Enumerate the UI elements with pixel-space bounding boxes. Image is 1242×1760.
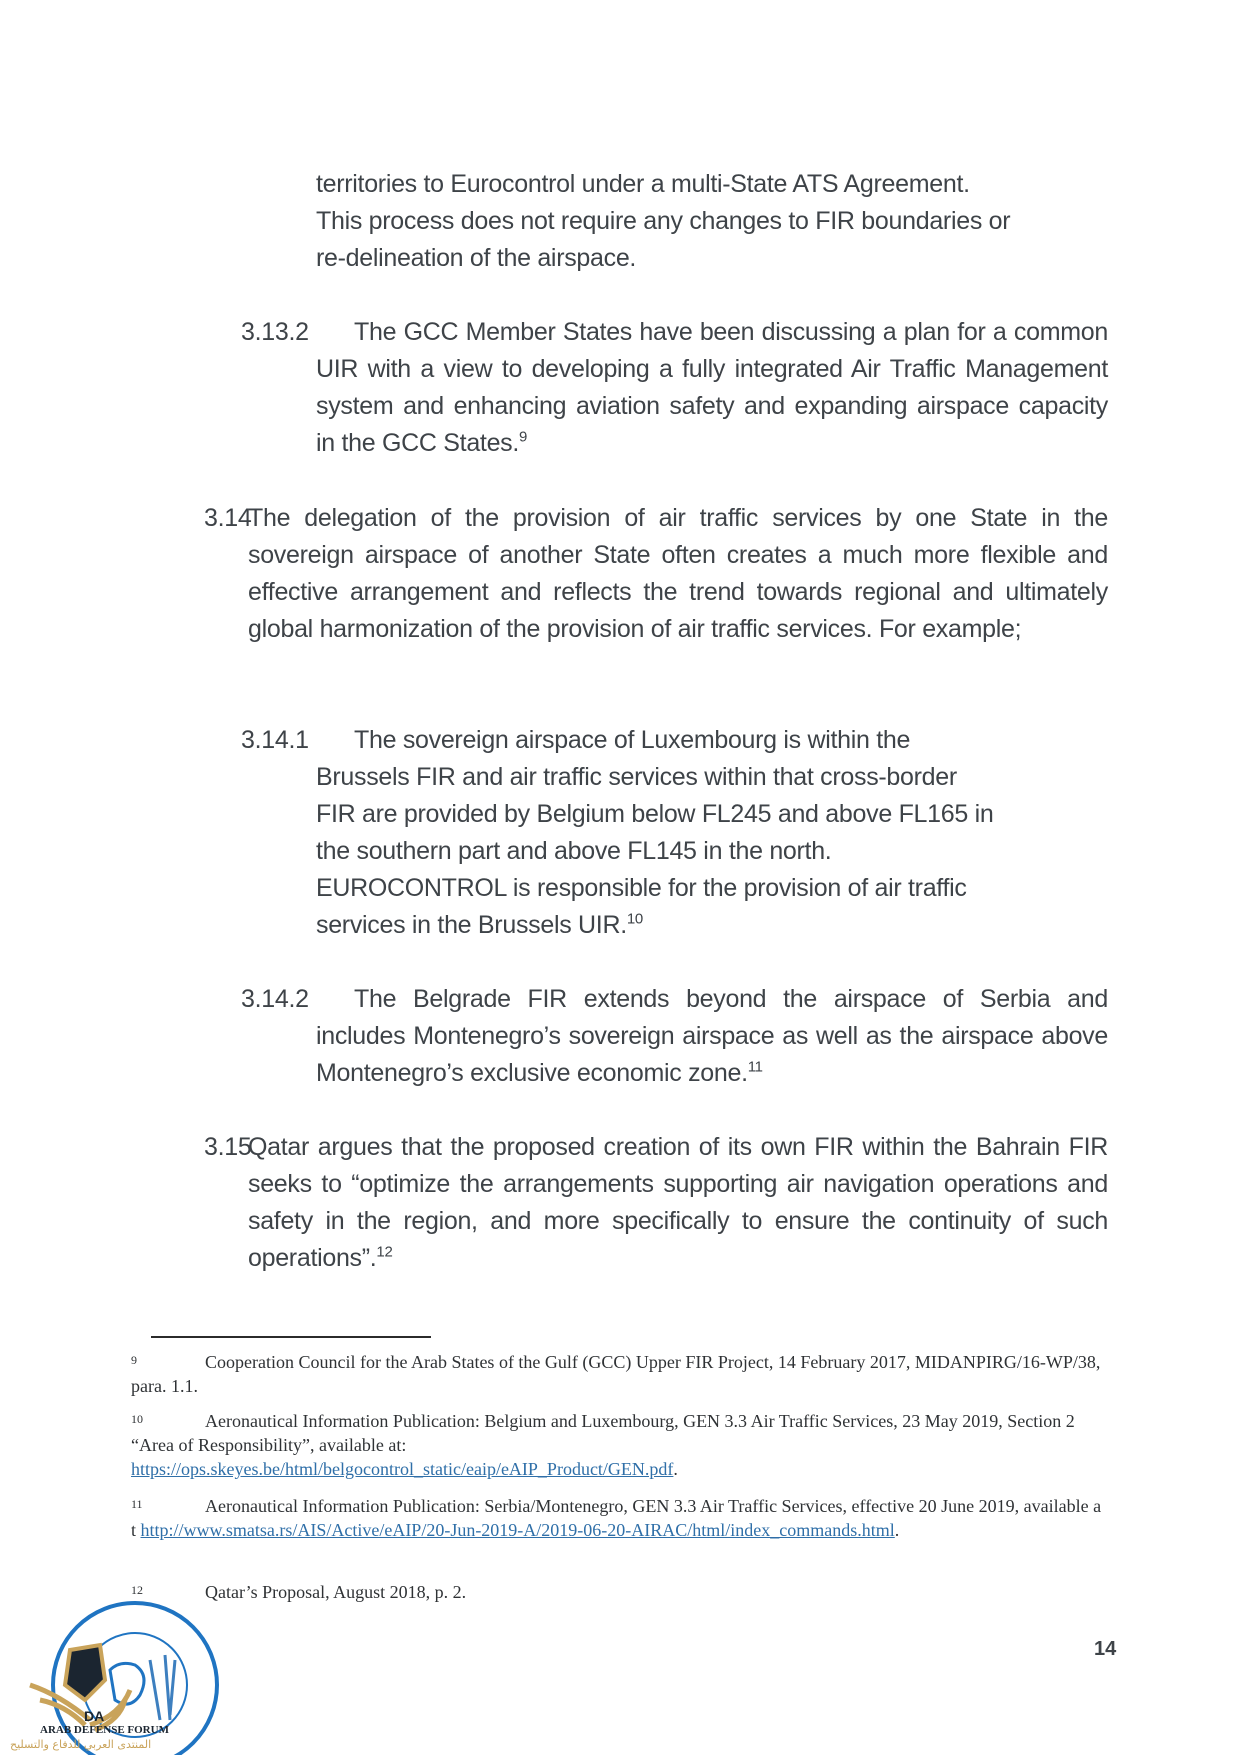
paragraph-text: The GCC Member States have been discussing a plan for a common UIR with a view to developing a fully integrated Air Traffic Management system and enhancing aviation safety and expanding airspace capacity in the GCC States. <box>316 318 1108 457</box>
paragraph-3-15 <box>248 1129 1108 1277</box>
paragraph-number-3-14-1: 3.14.1 <box>241 726 309 754</box>
footnote-ref-11[interactable]: 11 <box>747 1058 763 1076</box>
paragraph-text: The Belgrade FIR extends beyond the airspace of Serbia and includes Montenegro’s sovereign airspace as well as the airspace above Montenegro’s exclusive economic zone. <box>316 985 1108 1087</box>
footnote-text: Cooperation Council for the Arab States of the Gulf (GCC) Upper FIR Project, 14 February 2017, MIDANPIRG/16-WP/38, para. 1.1. <box>131 1352 1101 1396</box>
paragraph-number-3-13-2: 3.13.2 <box>241 318 309 346</box>
text-line: the southern part and above FL145 in the north. <box>316 837 832 865</box>
footnote-link[interactable]: http://www.smatsa.rs/AIS/Active/eAIP/20-Jun-2019-A/2019-06-20-AIRAC/html/index_commands.html <box>140 1520 895 1540</box>
paragraph-text: Qatar argues that the proposed creation of its own FIR within the Bahrain FIR seeks to “optimize the arrangements supporting air navigation operations and safety in the region, and more specifically to ensure the continuity of such operations”. <box>248 1133 1108 1272</box>
footnote-link[interactable]: https://ops.skeyes.be/html/belgocontrol_static/eaip/eAIP_Product/GEN.pdf <box>131 1459 674 1479</box>
footnote-number: 11 <box>131 1497 143 1511</box>
paragraph-3-14-1 <box>316 722 1116 944</box>
footnote-text: Aeronautical Information Publication: Serbia/Montenegro, GEN 3.3 Air Traffic Services, effective 20 June 2019, available at http://www.smatsa.rs/AIS/Active/eAIP/20-Jun-2019-A/2019-06-20-AIRAC/html/index_commands.html. <box>131 1496 1102 1540</box>
watermark-logo-mark: DA <box>84 1708 105 1724</box>
footnote-ref-10[interactable]: 10 <box>626 910 643 928</box>
footnote-11 <box>131 1494 1111 1542</box>
footnote-ref-12[interactable]: 12 <box>376 1243 393 1261</box>
watermark-arabic-name: المنتدى العربي للدفاع والتسليح <box>10 1738 152 1751</box>
footnote-ref-9[interactable]: 9 <box>519 428 528 446</box>
paragraph-3-13-2 <box>316 314 1108 462</box>
paragraph-text: The delegation of the provision of air traffic services by one State in the sovereign airspace of another State often creates a much more flexible and effective arrangement and reflects the trend towards regional and ultimately global harmonization of the provision of air traffic services. For example; <box>248 504 1108 643</box>
text-line: services in the Brussels UIR.$^{10}$ <box>316 910 643 939</box>
footnote-text: Qatar’s Proposal, August 2018, p. 2. <box>205 1582 467 1602</box>
footnote-number: 10 <box>131 1412 143 1426</box>
paragraph-3-14-2 <box>316 981 1108 1092</box>
paragraph-number-3-15: 3.15 <box>204 1133 252 1161</box>
paragraph-number-3-14-2: 3.14.2 <box>241 985 309 1013</box>
footnote-text: Aeronautical Information Publication: Belgium and Luxembourg, GEN 3.3 Air Traffic Services, 23 May 2019, Section 2 “Area of Responsibility”, available at: https://ops.skeyes.be/html/belgocontrol_static/eaip/eAIP_Product/GEN.pdf. <box>131 1411 1075 1479</box>
footnote-separator <box>151 1336 431 1338</box>
text-line: The sovereign airspace of Luxembourg is within the <box>354 726 911 754</box>
footnote-10 <box>131 1409 1111 1481</box>
paragraph-3-13-1-continued <box>316 166 1108 277</box>
text-line: FIR are provided by Belgium below FL245 and above FL165 in <box>316 800 994 828</box>
footnote-9 <box>131 1350 1111 1398</box>
paragraph-3-14 <box>248 500 1108 648</box>
text-line: Brussels FIR and air traffic services within that cross-border <box>316 763 957 791</box>
page-number: 14 <box>1094 1638 1117 1660</box>
footnote-12 <box>131 1580 1111 1604</box>
footnote-number: 12 <box>131 1583 143 1597</box>
paragraph-number-3-14: 3.14 <box>204 504 252 532</box>
footnote-number: 9 <box>131 1353 137 1367</box>
text-line: EUROCONTROL is responsible for the provision of air traffic <box>316 874 967 902</box>
text-line: This process does not require any changes to FIR boundaries or <box>316 207 1011 235</box>
watermark-name: ARAB DEFENSE FORUM <box>40 1724 169 1736</box>
text-line: territories to Eurocontrol under a multi-State ATS Agreement. <box>316 170 970 198</box>
text-line: re-delineation of the airspace. <box>316 244 637 272</box>
watermark-stamp <box>10 1590 240 1755</box>
